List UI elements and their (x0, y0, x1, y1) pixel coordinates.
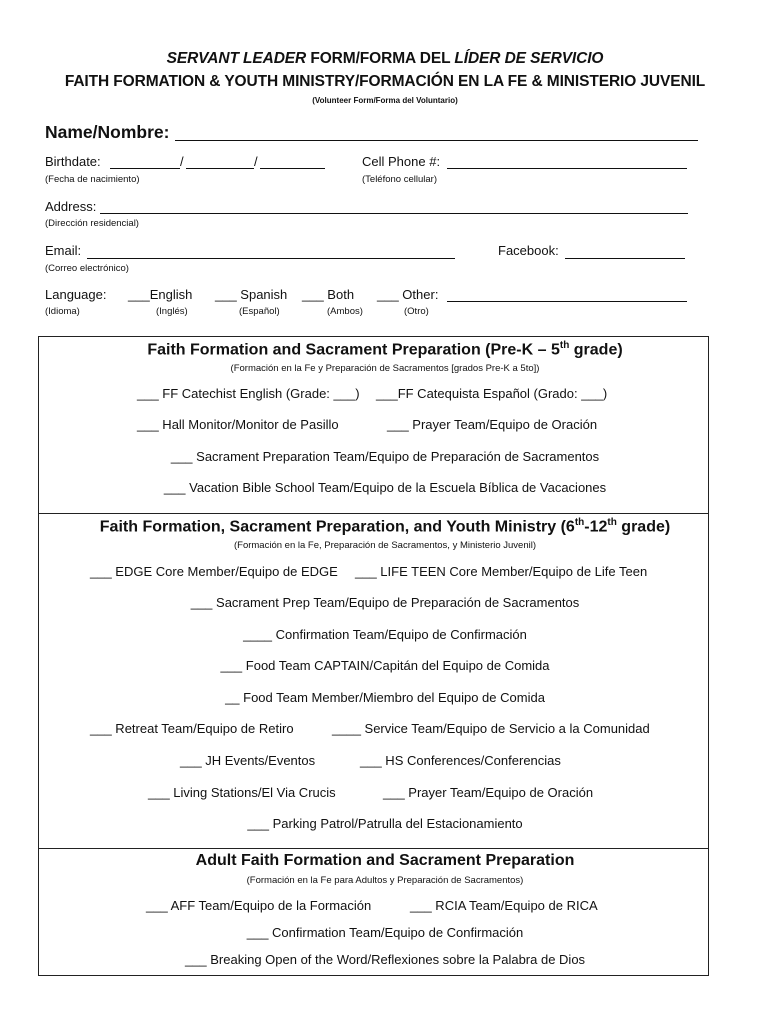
section1-title-sup: th (559, 340, 570, 351)
language-spanish-option[interactable]: ___ Spanish (215, 287, 288, 302)
birthdate-sublabel: (Fecha de nacimiento) (45, 174, 140, 185)
option-jh-events[interactable]: ___ JH Events/Eventos (180, 753, 316, 768)
option-confirmation-team-youth[interactable]: ____ Confirmation Team/Equipo de Confirmación (243, 627, 527, 642)
cell-phone-field[interactable] (447, 168, 687, 169)
facebook-label: Facebook: (498, 243, 559, 258)
birthdate-year-field[interactable] (260, 168, 325, 169)
facebook-field[interactable] (565, 258, 685, 259)
option-prayer-team-children[interactable]: ___ Prayer Team/Equipo de Oración (387, 417, 598, 432)
language-sublabel: (Idioma) (45, 306, 80, 317)
section1-subtitle: (Formación en la Fe y Preparación de Sacramentos [grados Pre-K a 5to]) (230, 363, 540, 374)
title-part-c: LÍDER DE SERVICIO (454, 50, 604, 67)
section1-title-text: Faith Formation and Sacrament Preparation (Pre-K – 5 (147, 341, 560, 359)
language-label: Language: (45, 287, 107, 302)
section3-subtitle: (Formación en la Fe para Adultos y Preparación de Sacramentos) (246, 875, 524, 886)
form-title (0, 50, 770, 68)
language-other-field[interactable] (447, 301, 687, 302)
birthdate-label: Birthdate: (45, 154, 101, 169)
birthdate-month-field[interactable] (110, 168, 180, 169)
section2-title-end: grade) (616, 518, 671, 536)
language-english-sublabel: (Inglés) (156, 306, 188, 317)
address-label: Address: (45, 199, 97, 214)
cell-phone-sublabel: (Teléfono cellular) (362, 174, 437, 185)
cell-phone-label: Cell Phone #: (362, 154, 441, 169)
option-prayer-team-youth[interactable]: ___ Prayer Team/Equipo de Oración (383, 785, 594, 800)
language-spanish-sublabel: (Español) (239, 306, 280, 317)
address-sublabel: (Dirección residencial) (45, 218, 139, 229)
option-rcia-team[interactable]: ___ RCIA Team/Equipo de RICA (410, 898, 598, 913)
option-food-team-member[interactable]: __ Food Team Member/Miembro del Equipo de Comida (225, 690, 545, 705)
language-other-sublabel: (Otro) (404, 306, 429, 317)
address-field[interactable] (100, 213, 688, 214)
birthdate-slash-1: / (180, 154, 184, 169)
option-confirmation-team-adult[interactable]: ___ Confirmation Team/Equipo de Confirmación (246, 925, 524, 940)
birthdate-slash-2: / (254, 154, 258, 169)
form-subtitle: FAITH FORMATION & YOUTH MINISTRY/FORMACIÓN EN LA FE & MINISTERIO JUVENIL (64, 73, 706, 90)
section2-title-mid: -12 (584, 518, 608, 536)
section1-title (0, 340, 770, 359)
option-living-stations[interactable]: ___ Living Stations/El Via Crucis (148, 785, 336, 800)
section2-subtitle: (Formación en la Fe, Preparación de Sacramentos, y Ministerio Juvenil) (233, 540, 536, 551)
option-vacation-bible-school[interactable]: ___ Vacation Bible School Team/Equipo de la Escuela Bíblica de Vacaciones (163, 480, 607, 495)
section2-title-text: Faith Formation, Sacrament Preparation, and Youth Ministry (6 (99, 518, 575, 536)
language-other-option[interactable]: ___ Other: (377, 287, 439, 302)
form-volunteer-note: (Volunteer Form/Forma del Voluntario) (312, 96, 458, 105)
section2-title-sup-2: th (607, 517, 617, 528)
language-english-option[interactable]: ___English (128, 287, 193, 302)
language-both-sublabel: (Ambos) (327, 306, 363, 317)
language-both-option[interactable]: ___ Both (302, 287, 355, 302)
name-label: Name/Nombre: (45, 122, 170, 142)
name-field[interactable] (175, 140, 698, 141)
section3-title: Adult Faith Formation and Sacrament Preparation (195, 852, 575, 869)
title-part-a: SERVANT LEADER (166, 50, 307, 67)
option-ff-catechist-english[interactable]: ___ FF Catechist English (Grade: ___) (137, 386, 360, 401)
option-hall-monitor[interactable]: ___ Hall Monitor/Monitor de Pasillo (137, 417, 339, 432)
section2-title (0, 517, 770, 536)
option-aff-team[interactable]: ___ AFF Team/Equipo de la Formación (146, 898, 372, 913)
section1-title-end: grade) (569, 341, 623, 359)
option-sacrament-prep-team[interactable]: ___ Sacrament Prep Team/Equipo de Preparación de Sacramentos (190, 595, 580, 610)
birthdate-day-field[interactable] (186, 168, 254, 169)
section2-title-sup-1: th (574, 517, 585, 528)
option-ff-catequista-espanol[interactable]: ___FF Catequista Español (Grado: ___) (376, 386, 608, 401)
email-field[interactable] (87, 258, 455, 259)
option-food-team-captain[interactable]: ___ Food Team CAPTAIN/Capitán del Equipo de Comida (220, 658, 550, 673)
title-part-b: FORM/FORMA DEL (306, 50, 455, 67)
option-edge-core-member[interactable]: ___ EDGE Core Member/Equipo de EDGE (90, 564, 338, 579)
option-retreat-team[interactable]: ___ Retreat Team/Equipo de Retiro (90, 721, 294, 736)
option-hs-conferences[interactable]: ___ HS Conferences/Conferencias (360, 753, 561, 768)
email-sublabel: (Correo electrónico) (45, 263, 129, 274)
option-sacrament-preparation-team[interactable]: ___ Sacrament Preparation Team/Equipo de Preparación de Sacramentos (170, 449, 600, 464)
option-parking-patrol[interactable]: ___ Parking Patrol/Patrulla del Estacionamiento (247, 816, 523, 831)
option-breaking-open-word[interactable]: ___ Breaking Open of the Word/Reflexiones sobre la Palabra de Dios (184, 952, 586, 967)
option-service-team[interactable]: ____ Service Team/Equipo de Servicio a la Comunidad (332, 721, 650, 736)
email-label: Email: (45, 243, 82, 258)
option-life-teen-core-member[interactable]: ___ LIFE TEEN Core Member/Equipo de Life Teen (355, 564, 648, 579)
